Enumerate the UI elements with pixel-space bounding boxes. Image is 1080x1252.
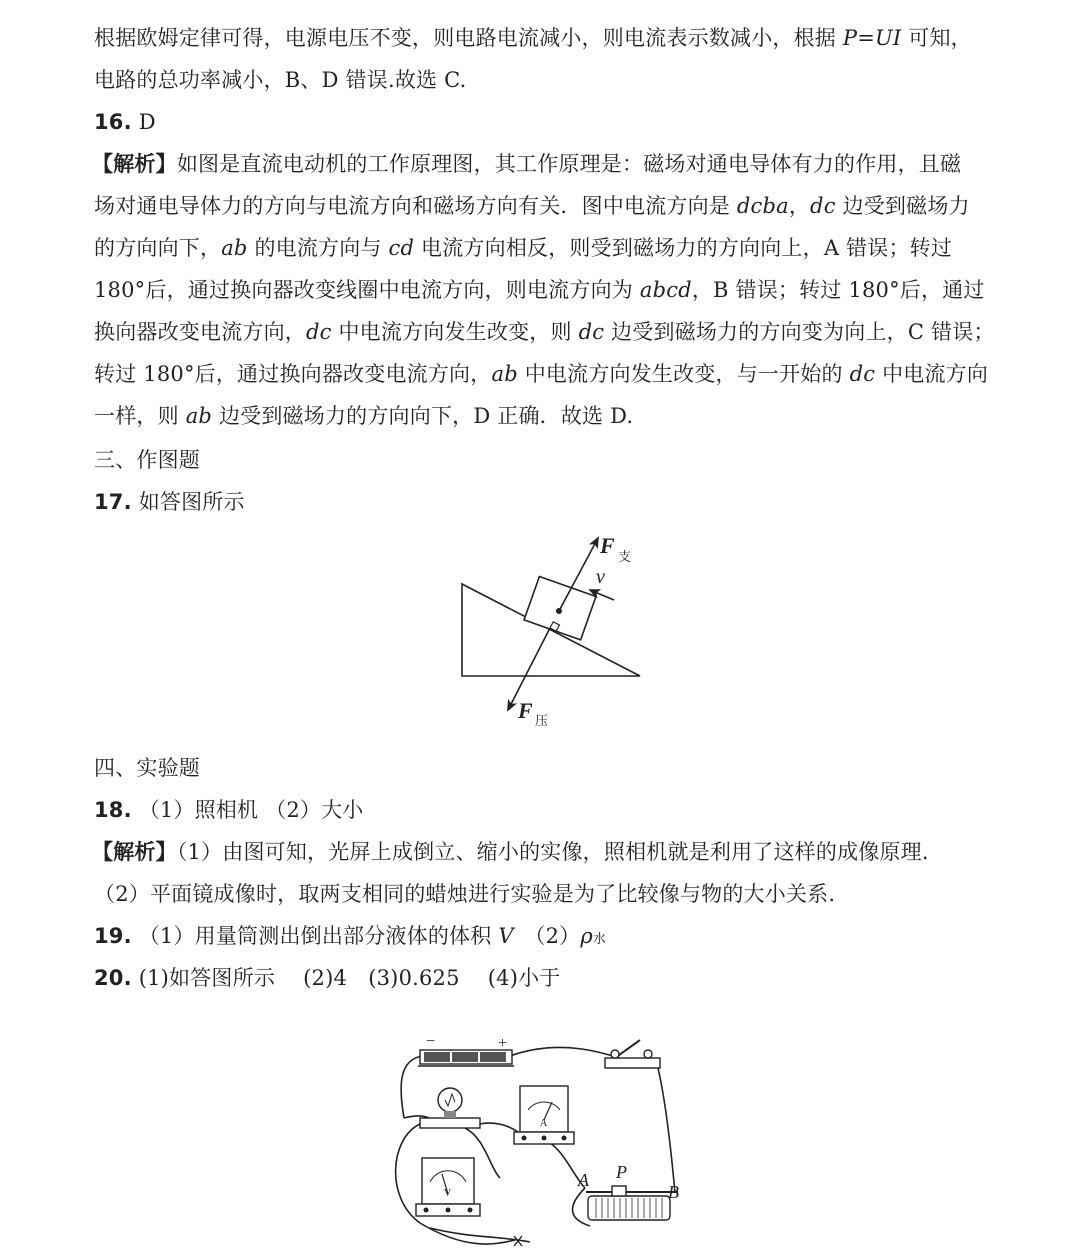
p16-line7: 一样，则 ab 边受到磁场力的方向向下，D 正确．故选 D. xyxy=(94,404,634,428)
battery-plus: + xyxy=(498,1035,508,1052)
lamp xyxy=(420,1088,480,1128)
support-force-label: F xyxy=(600,533,615,558)
support-force-subscript: 支 xyxy=(618,549,632,564)
voltmeter xyxy=(416,1158,480,1216)
ammeter xyxy=(514,1086,574,1144)
p16-line1: 【解析】如图是直流电动机的工作原理图，其工作原理是：磁场对通电导体有力的作用，且磁 xyxy=(92,151,962,176)
rheostat xyxy=(586,1186,678,1220)
ammeter-letter: A xyxy=(540,1118,548,1129)
switch xyxy=(605,1040,660,1068)
incline-force-diagram xyxy=(440,520,670,730)
p16-line2: 场对通电导体力的方向与电流方向和磁场方向有关．图中电流方向是 dcba，dc 边受到磁场力 xyxy=(94,194,970,218)
p15-line2: 电路的总功率减小，B、D 错误.故选 C. xyxy=(94,68,467,92)
p16-line5: 换向器改变电流方向，dc 中电流方向发生改变，则 dc 边受到磁场力的方向变为向上，C 错误； xyxy=(94,320,995,344)
q20-answer: 20. (1)如答图所示 (2)4 (3)0.625 (4)小于 xyxy=(94,966,561,990)
press-force-label: F xyxy=(518,698,533,723)
analysis-tag: 【解析】 xyxy=(92,151,177,176)
press-force-subscript: 压 xyxy=(535,713,549,728)
q16-answer: 16. D xyxy=(94,110,156,134)
circuit-diagram xyxy=(390,1028,710,1252)
p18-line1: 【解析】（1）由图可知，光屏上成倒立、缩小的实像，照相机就是利用了这样的成像原理. xyxy=(92,839,929,864)
rheostat-label-b: B xyxy=(668,1182,679,1202)
voltmeter-letter: V xyxy=(444,1188,452,1199)
p16-line6: 转过 180°后，通过换向器改变电流方向，ab 中电流方向发生改变，与一开始的 dc 中电流方向 xyxy=(94,362,989,386)
wire-switch-rheostat xyxy=(658,1068,675,1193)
q18-answer: 18. （1）照相机 （2）大小 xyxy=(94,798,364,822)
section-3-title: 三、作图题 xyxy=(94,448,200,472)
q17-answer: 17. 如答图所示 xyxy=(94,490,245,514)
p18-line2: （2）平面镜成像时，取两支相同的蜡烛进行实验是为了比较像与物的大小关系. xyxy=(94,882,836,906)
rheostat-label-p: P xyxy=(616,1162,627,1182)
rheostat-label-a: A xyxy=(578,1170,589,1190)
battery xyxy=(418,1050,514,1066)
analysis-tag: 【解析】 xyxy=(92,839,177,864)
section-4-title: 四、实验题 xyxy=(94,756,200,780)
p16-line4: 180°后，通过换向器改变线圈中电流方向，则电流方向为 abcd，B 错误；转过 180°后，通过 xyxy=(94,278,985,302)
p16-line3: 的方向向下，ab 的电流方向与 cd 电流方向相反，则受到磁场力的方向向上，A 错误；转过 xyxy=(94,236,953,260)
velocity-label: v xyxy=(596,566,605,588)
q19-answer: 19. （1）用量筒测出倒出部分液体的体积 V （2）ρ水 xyxy=(94,924,607,948)
p15-line1: 根据欧姆定律可得，电源电压不变，则电路电流减小，则电流表示数减小，根据 P=UI 可知， xyxy=(94,26,972,50)
battery-minus: − xyxy=(426,1033,436,1050)
